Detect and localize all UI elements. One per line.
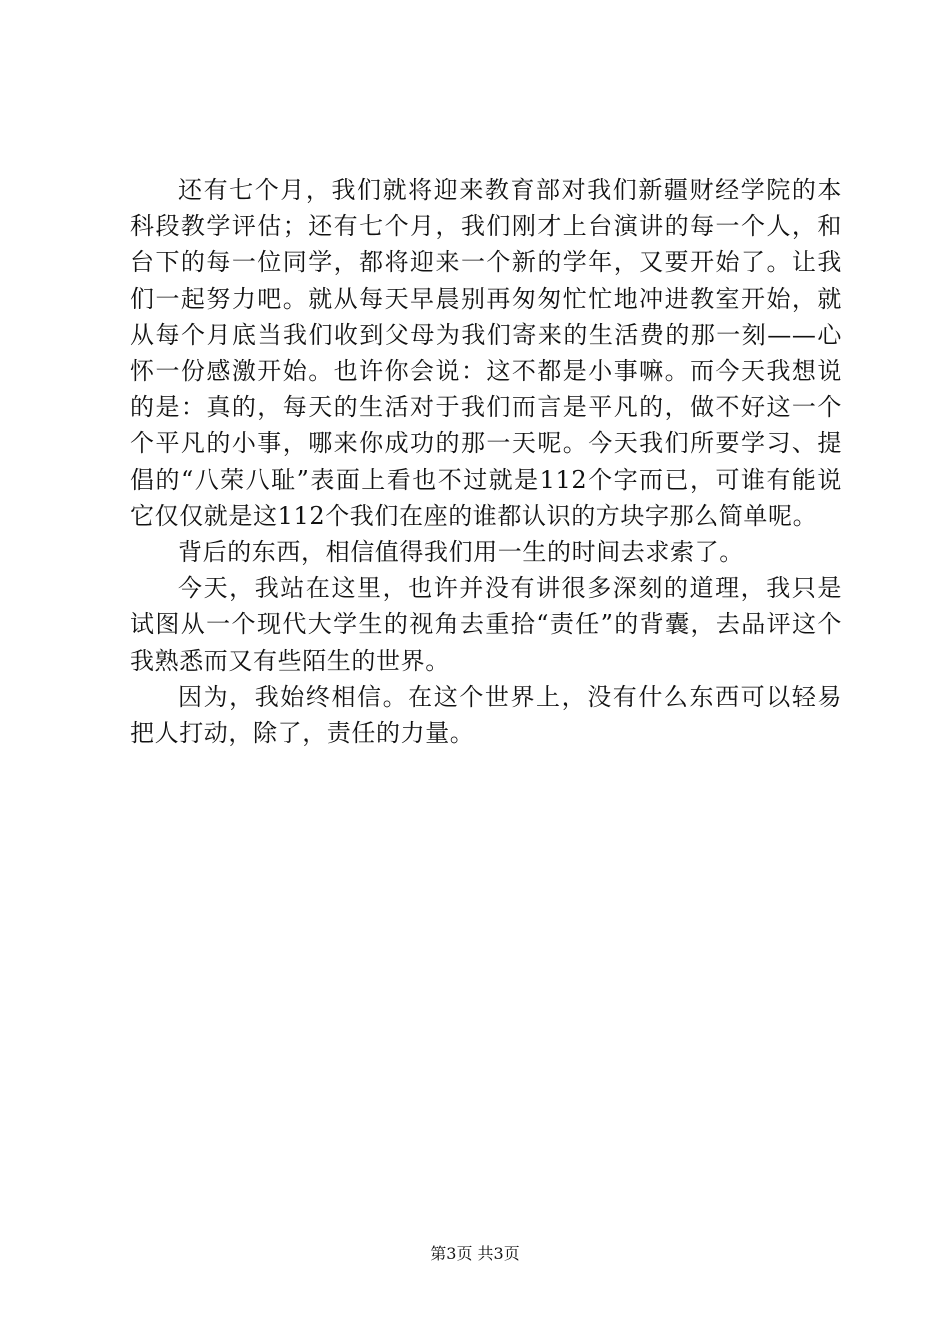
body-text: [130, 172, 842, 751]
paragraph-4: 因为，我始终相信。在这个世界上，没有什么东西可以轻易把人打动，除了，责任的力量。: [130, 682, 842, 748]
page-number-footer: 第3页 共3页: [430, 1244, 520, 1263]
paragraph-2: 背后的东西，相信值得我们用一生的时间去求索了。: [178, 538, 744, 567]
paragraph-1: 还有七个月，我们就将迎来教育部对我们新疆财经学院的本科段教学评估；还有七个月，我们刚才上台演讲的每一个人，和台下的每一位同学，都将迎来一个新的学年，又要开始了。让我们一起努力吧。就从每天早晨别再匆匆忙忙地冲进教室开始，就从每个月底当我们收到父母为我们寄来的生活费的那一刻——心怀一份感激开始。也许你会说：这不都是小事嘛。而今天我想说的是：真的，每天的生活对于我们而言是平凡的，做不好这一个个平凡的小事，哪来你成功的那一天呢。今天我们所要学习、提倡的“八荣八耻”表面上看也不过就是112个字而已，可谁有能说它仅仅就是这112个我们在座的谁都认识的方块字那么简单呢。: [130, 176, 842, 530]
paragraph-3: 今天，我站在这里，也许并没有讲很多深刻的道理，我只是试图从一个现代大学生的视角去重拾“责任”的背囊，去品评这个我熟悉而又有些陌生的世界。: [130, 574, 842, 675]
